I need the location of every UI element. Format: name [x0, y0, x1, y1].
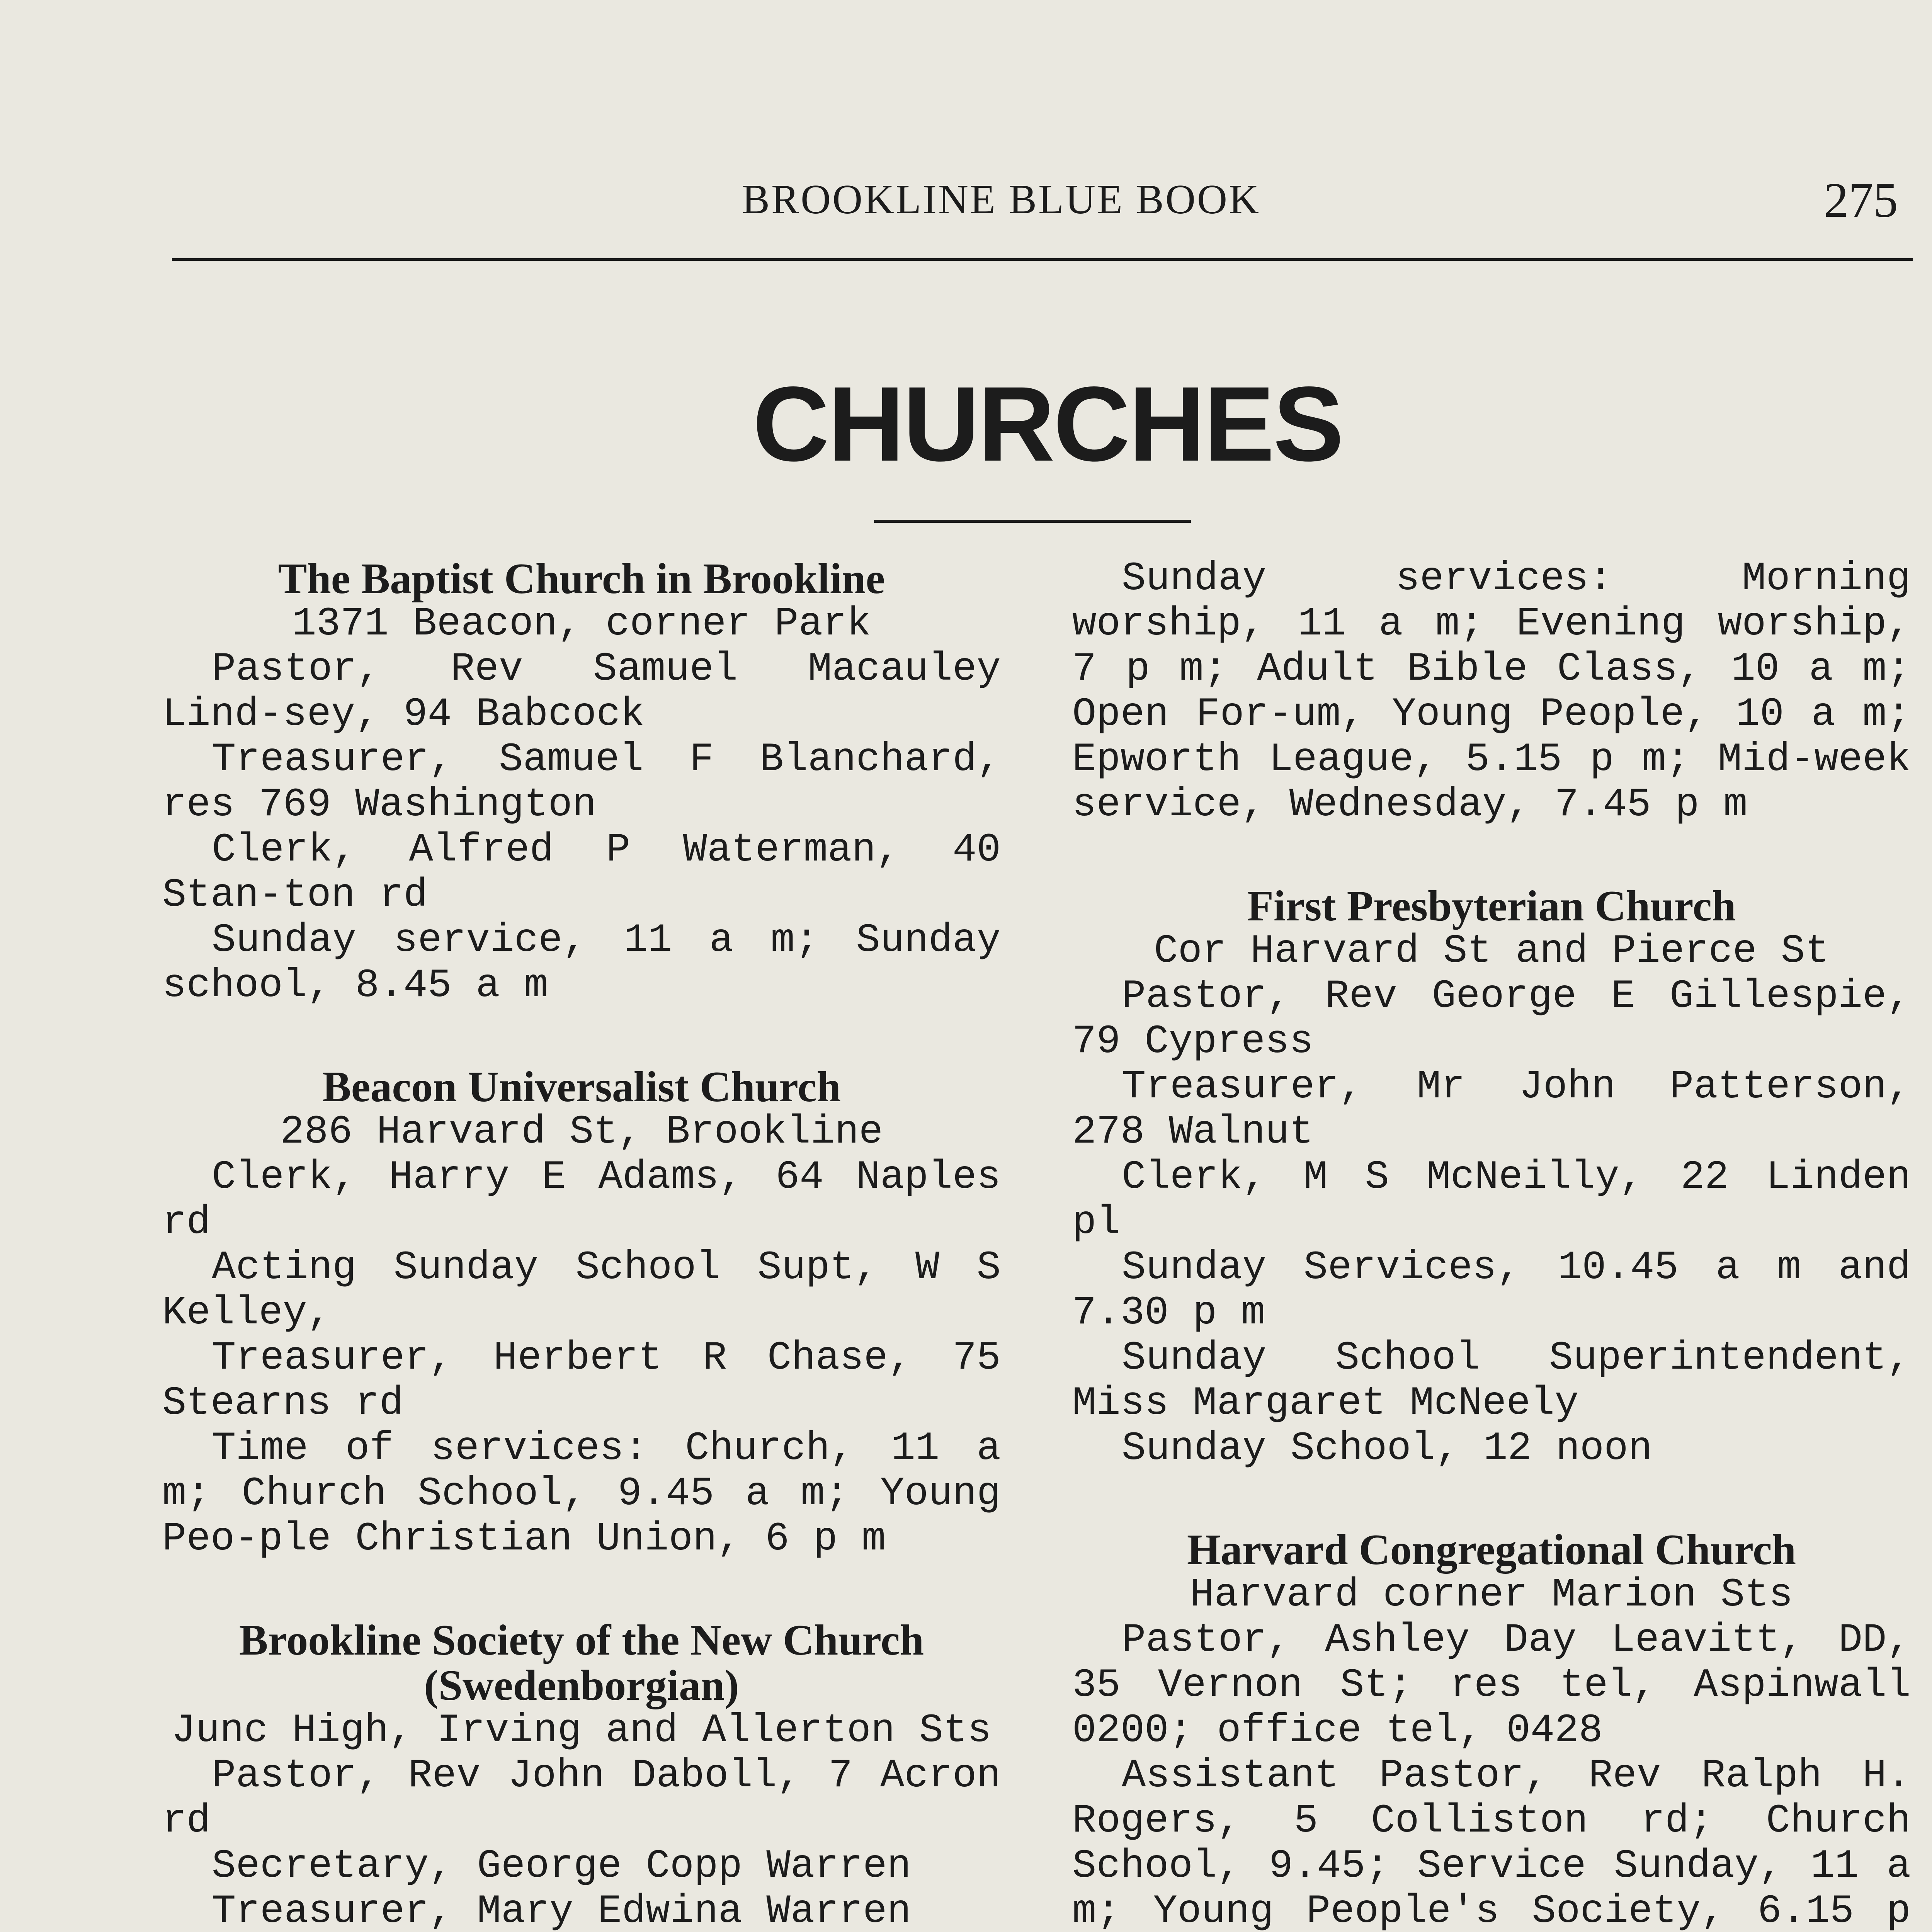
entry-line: Pastor, Rev Samuel Macauley Lind-sey, 94 Babcock: [162, 646, 1001, 737]
entry-line: Treasurer, Herbert R Chase, 75 Stearns rd: [162, 1335, 1001, 1426]
entry-line: Sunday services: Morning worship, 11 a m; Evening worship, 7 p m; Adult Bible Class, 10 a m; Open For-um, Young People, 10 a m; Epworth League, 5.15 p m; Mid-week service, Wednesday, 7.45 p m: [1072, 556, 1911, 828]
entry-line: Treasurer, Samuel F Blanchard, res 769 Washington: [162, 737, 1001, 828]
running-title: BROOKLINE BLUE BOOK: [742, 177, 1260, 223]
entry-line: Secretary, George Copp Warren: [212, 1844, 911, 1889]
church-name: The Baptist Church in Brookline: [278, 555, 885, 603]
church-name: Harvard Congregational Church: [1187, 1526, 1796, 1574]
entry-line: Time of services: Church, 11 a m; Church School, 9.45 a m; Young Peo-ple Christian Union, 6 p m: [162, 1426, 1001, 1562]
church-name: First Presbyterian Church: [1247, 882, 1736, 930]
entry-line: Sunday Services, 10.45 a m and 7.30 p m: [1072, 1245, 1911, 1336]
entry-line: Pastor, Rev George E Gillespie, 79 Cypress: [1072, 974, 1911, 1065]
church-entry-continued: [1072, 556, 1911, 828]
entry-line: Treasurer, Mary Edwina Warren: [212, 1889, 911, 1932]
church-name: Beacon Universalist Church: [322, 1063, 841, 1111]
entry-line: Sunday service, 11 a m; Sunday school, 8.45 a m: [162, 918, 1001, 1009]
church-entry: [162, 556, 1001, 1009]
church-address: Cor Harvard St and Pierce St: [1154, 929, 1829, 974]
church-address: 1371 Beacon, corner Park: [292, 601, 871, 647]
header-rule: [172, 258, 1913, 261]
title-rule: [874, 520, 1191, 523]
entry-line: Pastor, Ashley Day Leavitt, DD, 35 Vernon St; res tel, Aspinwall 0200; office tel, 0428: [1072, 1617, 1911, 1753]
church-name: Brookline Society of the New Church (Swedenborgian): [239, 1616, 924, 1709]
entry-line: Clerk, M S McNeilly, 22 Linden pl: [1072, 1155, 1911, 1245]
church-address: 286 Harvard St, Brookline: [280, 1109, 883, 1155]
right-column: [1072, 556, 1911, 1932]
entry-line: Pastor, Rev John Daboll, 7 Acron rd: [162, 1753, 1001, 1844]
entry-line: Assistant Pastor, Rev Ralph H. Rogers, 5 Colliston rd; Church School, 9.45; Service Sunday, 11 a m; Young People's Society, 6.15 p: [1072, 1753, 1911, 1932]
church-address: Harvard corner Marion Sts: [1190, 1572, 1793, 1618]
entry-line: Acting Sunday School Supt, W S Kelley,: [162, 1245, 1001, 1336]
church-entry: [162, 1618, 1001, 1932]
church-address: Junc High, Irving and Allerton Sts: [172, 1708, 992, 1753]
church-entry: [1072, 1527, 1911, 1932]
entry-line: Sunday School Superintendent, Miss Margaret McNeely: [1072, 1335, 1911, 1426]
entry-line: Treasurer, Mr John Patterson, 278 Walnut: [1072, 1064, 1911, 1155]
church-entry: [1072, 884, 1911, 1471]
entry-line: Clerk, Harry E Adams, 64 Naples rd: [162, 1155, 1001, 1245]
section-title: CHURCHES: [752, 365, 1343, 483]
entry-line: Sunday School, 12 noon: [1122, 1426, 1653, 1471]
page-number: 275: [1824, 173, 1898, 228]
left-column: [162, 556, 1001, 1932]
entry-line: Clerk, Alfred P Waterman, 40 Stan-ton rd: [162, 827, 1001, 918]
church-entry: [162, 1065, 1001, 1562]
